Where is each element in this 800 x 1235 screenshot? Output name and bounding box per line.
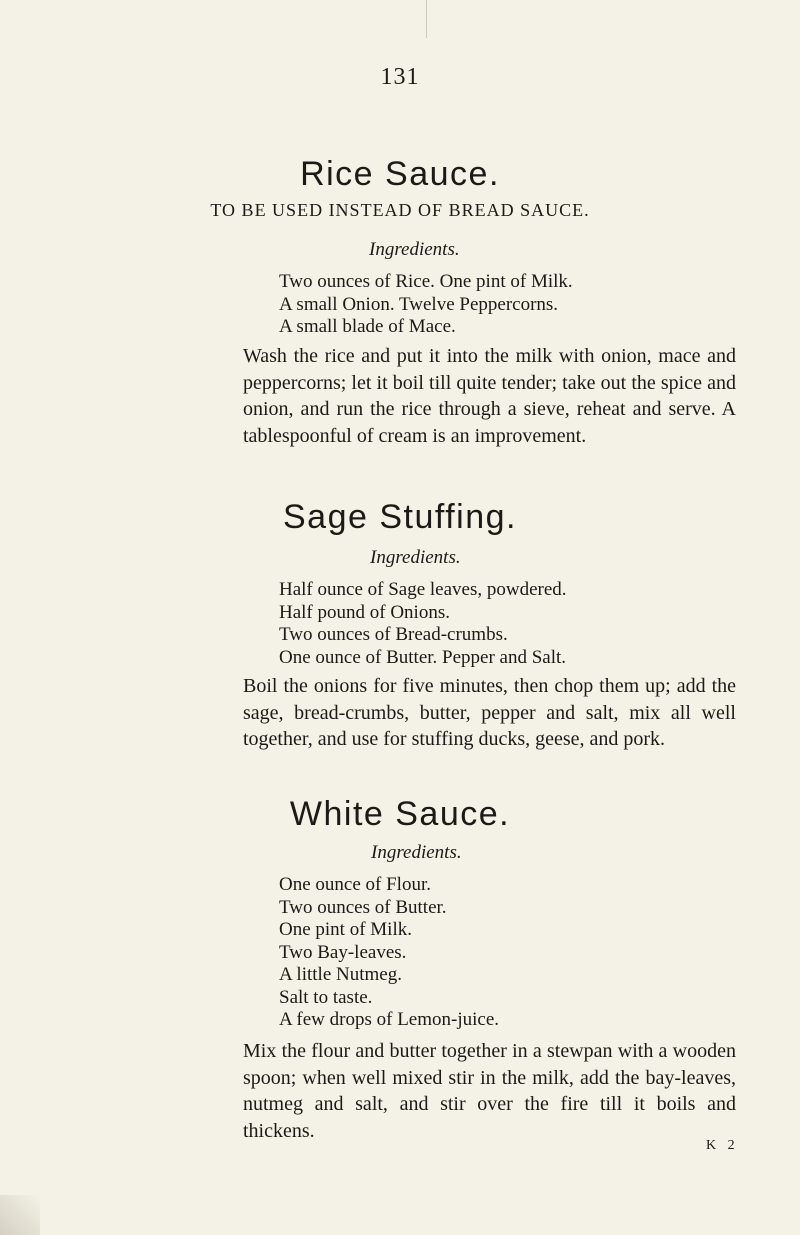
page-number: 131 xyxy=(380,64,420,90)
recipe-method: Wash the rice and put it into the milk with onion, mace and peppercorns; let it boil till quite tender; take out the spice and onion, and run the rice through a sieve, reheat and serve. A tablespoonful of cream is an improvement. xyxy=(243,345,736,447)
recipe-method: Boil the onions for five minutes, then chop them up; add the sage, bread-crumbs, butter, pepper and salt, mix all well together, and use for stuffing ducks, geese, and pork. xyxy=(243,675,736,750)
ingredient-item: Two ounces of Bread-crumbs. xyxy=(279,624,508,645)
ingredients-label: Ingredients. xyxy=(369,239,460,260)
ingredient-item: A small blade of Mace. xyxy=(279,316,456,337)
page-corner-shadow xyxy=(0,1195,40,1235)
ingredient-list xyxy=(279,579,567,669)
ingredients-label: Ingredients. xyxy=(371,842,462,863)
ingredient-list xyxy=(279,874,499,1032)
ingredient-item: Two ounces of Butter. xyxy=(279,896,447,918)
ingredient-item: A small Onion. Twelve Peppercorns. xyxy=(279,293,559,315)
signature-mark: K 2 xyxy=(706,1138,739,1153)
recipe-title: Sage Stuffing. xyxy=(283,498,517,536)
ingredient-item: Two Bay-leaves. xyxy=(279,941,407,963)
ingredient-item: Salt to taste. xyxy=(279,986,373,1008)
recipe-subtitle: TO BE USED INSTEAD OF BREAD SAUCE. xyxy=(210,200,590,220)
ingredient-item: Half ounce of Sage leaves, powdered. xyxy=(279,579,567,600)
ingredient-item: Two ounces of Rice. One pint of Milk. xyxy=(279,271,573,292)
gutter-mark xyxy=(426,0,427,38)
ingredients-label: Ingredients. xyxy=(370,547,461,568)
ingredient-item: One ounce of Flour. xyxy=(279,874,431,895)
ingredient-item: A little Nutmeg. xyxy=(279,964,402,985)
recipe-method: Mix the flour and butter together in a stewpan with a wooden spoon; when well mixed stir in the milk, add the bay-leaves, nutmeg and salt, and stir over the fire till it boils and thickens. xyxy=(243,1040,736,1142)
ingredient-item: One ounce of Butter. Pepper and Salt. xyxy=(279,646,567,668)
ingredient-item: A few drops of Lemon-juice. xyxy=(279,1009,500,1030)
ingredient-item: Half pound of Onions. xyxy=(279,601,450,623)
recipe-title: White Sauce. xyxy=(289,795,511,833)
recipe-title: Rice Sauce. xyxy=(300,155,500,193)
ingredient-item: One pint of Milk. xyxy=(279,919,412,940)
ingredient-list xyxy=(279,271,573,339)
